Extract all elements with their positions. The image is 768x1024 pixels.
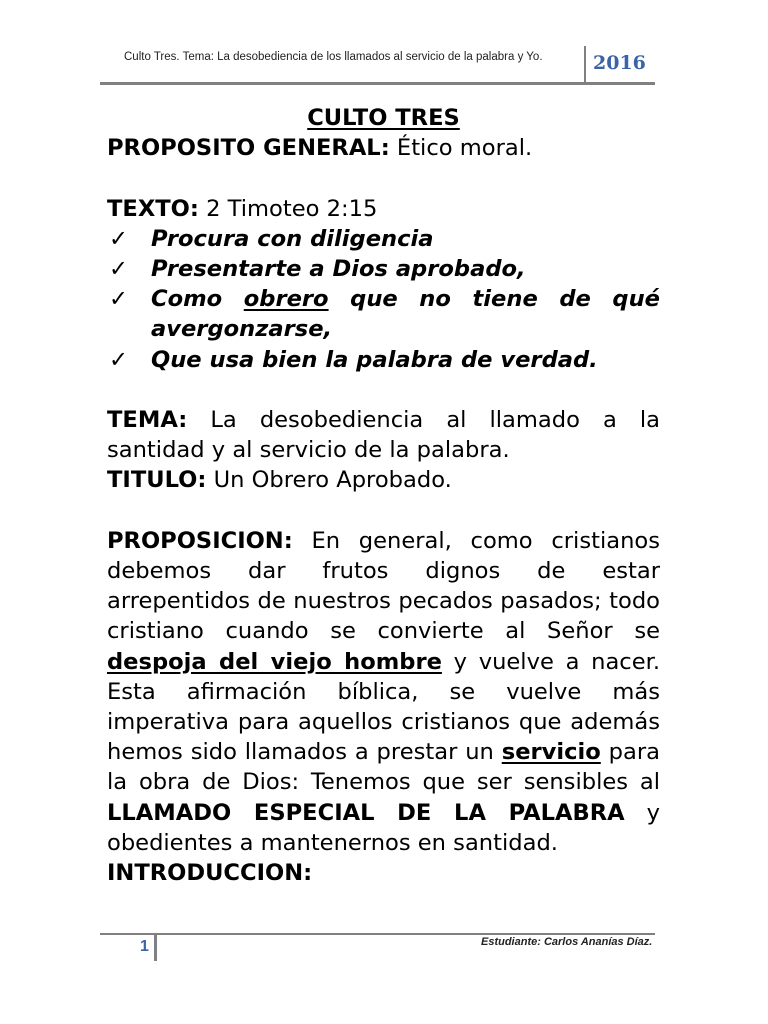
titulo-value: Un Obrero Aprobado. bbox=[206, 467, 452, 494]
verse-item bbox=[107, 284, 660, 344]
header-title: Culto Tres. Tema: La desobediencia de los llamados al servicio de la palabra y Yo. bbox=[124, 51, 543, 63]
texto-line bbox=[107, 194, 660, 224]
verse-text: Presentarte a Dios aprobado, bbox=[151, 256, 526, 282]
texto-label: TEXTO: bbox=[107, 195, 199, 222]
header-divider bbox=[584, 46, 586, 84]
page-number: 1 bbox=[140, 938, 149, 955]
footer-divider bbox=[154, 935, 157, 961]
proposicion-emphasis: LLAMADO ESPECIAL DE LA PALABRA bbox=[107, 799, 625, 826]
checkmark-icon: ✓ bbox=[109, 346, 128, 373]
document-body bbox=[107, 103, 660, 888]
footer-student: Estudiante: Carlos Ananías Díaz. bbox=[481, 936, 653, 948]
footer-rule bbox=[100, 933, 655, 935]
proposicion-paragraph bbox=[107, 526, 660, 858]
proposicion-text: y obedientes a mantenernos en santidad. bbox=[107, 799, 660, 856]
titulo-label: TITULO: bbox=[107, 467, 207, 494]
proposito-line bbox=[107, 133, 660, 163]
verse-item bbox=[107, 345, 660, 375]
checkmark-icon: ✓ bbox=[109, 286, 128, 313]
blank-line bbox=[107, 375, 660, 405]
blank-line bbox=[107, 163, 660, 193]
proposicion-text: para la obra de Dios: Tenemos que ser sensibles al bbox=[107, 739, 660, 796]
verse-text: Procura con diligencia bbox=[151, 225, 434, 252]
tema-value: La desobediencia al llamado a la santidad y al servicio de la palabra. bbox=[107, 407, 660, 464]
verse-text: que no tiene de qué avergonzarse, bbox=[151, 286, 660, 343]
titulo-line bbox=[107, 465, 660, 495]
proposicion-text: En general, como cristianos debemos dar frutos dignos de estar arrepentidos de nuestros pecados pasados; todo cristiano cuando se convierte al Señor se bbox=[107, 527, 660, 645]
proposicion-text: y vuelve a nacer. Esta afirmación bíblica, se vuelve más imperativa para aquellos cristianos que además hemos sido llamados a prestar un bbox=[107, 648, 661, 766]
introduccion-heading: INTRODUCCION: bbox=[107, 860, 313, 887]
verse-text: Como bbox=[151, 286, 244, 313]
proposito-label: PROPOSITO GENERAL: bbox=[107, 135, 390, 162]
proposicion-label: PROPOSICION: bbox=[107, 527, 293, 554]
verse-list bbox=[107, 224, 660, 375]
verse-text: Que usa bien la palabra de verdad. bbox=[151, 346, 598, 373]
proposicion-emphasis: despoja del viejo hombre bbox=[107, 648, 442, 675]
verse-item bbox=[107, 224, 660, 254]
tema-label: TEMA: bbox=[107, 407, 188, 433]
verse-text-underlined: obrero bbox=[243, 286, 329, 313]
proposicion-emphasis: servicio bbox=[501, 739, 601, 766]
texto-value: 2 Timoteo 2:15 bbox=[198, 195, 378, 222]
verse-item bbox=[107, 254, 660, 284]
checkmark-icon: ✓ bbox=[109, 256, 128, 282]
proposito-value: Ético moral. bbox=[389, 135, 533, 162]
header-year: 2016 bbox=[593, 52, 646, 74]
header-rule bbox=[100, 82, 655, 85]
document-heading: CULTO TRES bbox=[307, 105, 460, 131]
checkmark-icon: ✓ bbox=[109, 225, 128, 252]
blank-line bbox=[107, 496, 660, 526]
tema-paragraph bbox=[107, 405, 660, 465]
